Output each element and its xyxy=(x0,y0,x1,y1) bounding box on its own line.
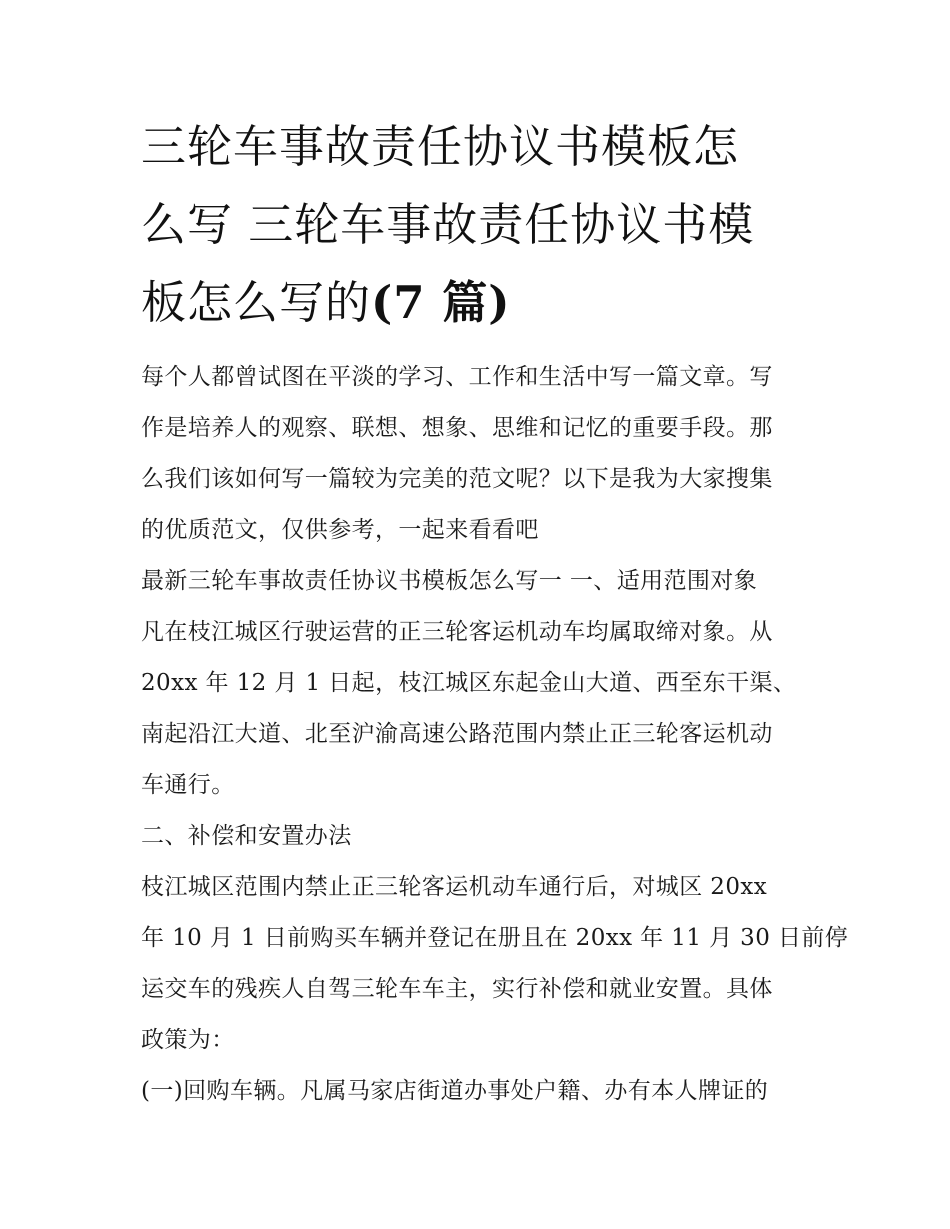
section-heading-paragraph xyxy=(141,556,817,607)
text-line: 的优质范文，仅供参考，一起来看看吧 xyxy=(141,517,539,543)
text-line: 车通行。 xyxy=(141,772,235,798)
text-line: 枝江城区范围内禁止正三轮客运机动车通行后，对城区 20xx xyxy=(141,874,768,900)
buyback-paragraph xyxy=(141,1066,817,1117)
title-line-1: 三轮车事故责任协议书模板怎 xyxy=(141,120,740,173)
document-page xyxy=(141,108,849,1117)
text-line: 南起沿江大道、北至沪渝高速公路范围内禁止正三轮客运机动 xyxy=(141,721,773,747)
text-line: 每个人都曾试图在平淡的学习、工作和生活中写一篇文章。写 xyxy=(141,364,773,390)
text-line: 20xx 年 12 月 1 日起，枝江城区东起金山大道、西至东干渠、 xyxy=(141,670,797,696)
scope-paragraph xyxy=(141,607,817,811)
title-line-3-text: 板怎么写的 xyxy=(141,276,372,329)
compensation-paragraph xyxy=(141,862,849,1066)
text-line: 凡在枝江城区行驶运营的正三轮客运机动车均属取缔对象。从 xyxy=(141,619,773,645)
title-line-2: 么写 三轮车事故责任协议书模 xyxy=(141,198,755,251)
text-line: 运交车的残疾人自驾三轮车车主，实行补偿和就业安置。具体 xyxy=(141,976,773,1002)
text-line: 最新三轮车事故责任协议书模板怎么写一 一、适用范围对象 xyxy=(141,568,758,594)
document-title xyxy=(141,108,817,342)
text-line: 作是培养人的观察、联想、想象、思维和记忆的重要手段。那 xyxy=(141,415,773,441)
subheading-paragraph xyxy=(141,811,817,862)
text-line: 政策为： xyxy=(141,1027,235,1053)
text-line: 年 10 月 1 日前购买车辆并登记在册且在 20xx 年 11 月 30 日前停 xyxy=(141,925,849,951)
title-count: (7 篇) xyxy=(371,276,511,329)
intro-paragraph xyxy=(141,352,817,556)
document-body xyxy=(141,352,849,1117)
text-line: 么我们该如何写一篇较为完美的范文呢？以下是我为大家搜集 xyxy=(141,466,773,492)
text-line: 二、补偿和安置办法 xyxy=(141,823,352,849)
title-line-3 xyxy=(141,264,817,342)
text-line: (一)回购车辆。凡属马家店街道办事处户籍、办有本人牌证的 xyxy=(141,1078,769,1104)
